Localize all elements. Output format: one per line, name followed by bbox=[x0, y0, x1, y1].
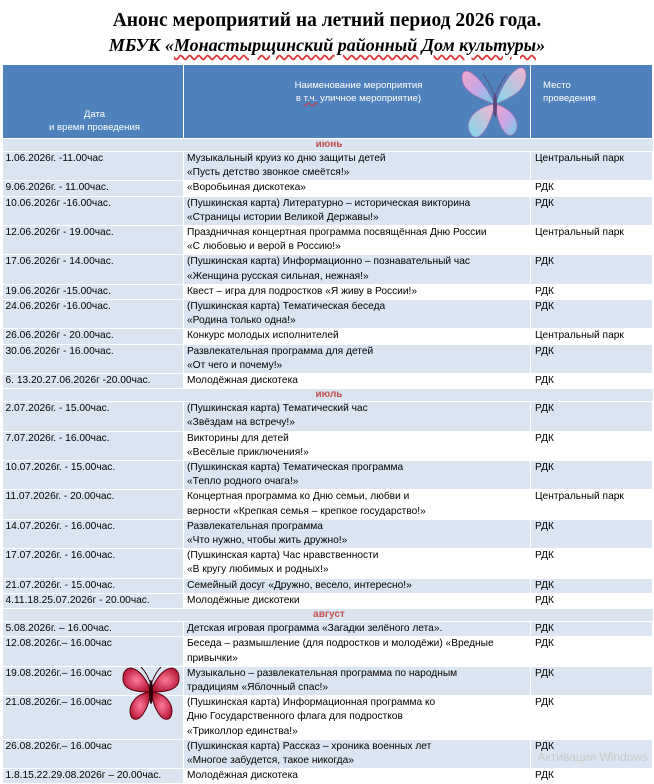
event-date: 26.08.2026г.– 16.00час bbox=[3, 739, 184, 768]
event-date: 12.06.2026г - 19.00час. bbox=[3, 226, 184, 255]
event-date: 5.08.2026г. – 16.00час. bbox=[3, 622, 184, 637]
event-date: 21.08.2026г.– 16.00час bbox=[3, 696, 184, 740]
event-date: 10.07.2026г. - 15.00час. bbox=[3, 461, 184, 490]
event-date: 1.8.15.22.29.08.2026г – 20.00час. bbox=[3, 769, 184, 784]
event-title bbox=[184, 578, 531, 593]
event-title bbox=[184, 402, 531, 431]
event-date: 24.06.2026г -16.00час. bbox=[3, 300, 184, 329]
table-row bbox=[3, 461, 653, 490]
table-row bbox=[3, 519, 653, 548]
table-row bbox=[3, 300, 653, 329]
event-place: РДК bbox=[531, 549, 653, 578]
event-place: Центральный парк bbox=[531, 226, 653, 255]
event-title-line: (Пушкинская карта) Час нравственности bbox=[187, 550, 379, 562]
table-row bbox=[3, 402, 653, 431]
event-date: 30.06.2026г - 16.00час. bbox=[3, 344, 184, 373]
event-title-line: Развлекательная программа для детей bbox=[187, 345, 374, 357]
event-date: 11.07.2026г. - 20.00час. bbox=[3, 490, 184, 519]
event-title-line: традициям «Яблочный спас!» bbox=[187, 681, 329, 693]
month-label: август bbox=[3, 609, 653, 622]
table-row bbox=[3, 593, 653, 608]
event-place: РДК bbox=[531, 593, 653, 608]
event-date: 9.06.2026г. - 11.00час. bbox=[3, 181, 184, 196]
event-place: РДК bbox=[531, 666, 653, 695]
event-title-line: «Весёлые приключения!» bbox=[187, 446, 309, 458]
event-place: РДК bbox=[531, 181, 653, 196]
event-place: РДК bbox=[531, 696, 653, 740]
event-title-line: Детская игровая программа «Загадки зелёного лета». bbox=[187, 623, 443, 635]
event-title bbox=[184, 739, 531, 768]
table-row bbox=[3, 284, 653, 299]
table-row bbox=[3, 431, 653, 460]
event-place: РДК bbox=[531, 196, 653, 225]
event-title-line: «Женщина русская сильная, нежная!» bbox=[187, 270, 369, 282]
place-header-line2: проведения bbox=[543, 93, 596, 104]
event-title-line: (Пушкинская карта) Литературно – историческая викторина bbox=[187, 197, 471, 209]
event-title-line: «Воробьиная дискотека» bbox=[187, 182, 306, 194]
event-title-line: Молодёжная дискотека bbox=[187, 375, 298, 387]
table-row bbox=[3, 152, 653, 181]
event-title bbox=[184, 226, 531, 255]
month-label: июль bbox=[3, 389, 653, 402]
date-header-line1: Дата bbox=[83, 109, 106, 120]
table-header-row bbox=[3, 65, 653, 139]
event-place: РДК bbox=[531, 461, 653, 490]
event-date: 4.11.18.25.07.2026г - 20.00час. bbox=[3, 593, 184, 608]
events-table bbox=[2, 64, 653, 784]
month-label: июнь bbox=[3, 139, 653, 152]
event-place: РДК bbox=[531, 374, 653, 389]
event-date: 17.07.2026г. - 16.00час. bbox=[3, 549, 184, 578]
event-title-line: «Звёздам на встречу!» bbox=[187, 417, 295, 429]
event-title bbox=[184, 329, 531, 344]
event-title bbox=[184, 344, 531, 373]
event-title-line: Молодёжные дискотеки bbox=[187, 594, 300, 606]
event-place: РДК bbox=[531, 578, 653, 593]
table-row bbox=[3, 196, 653, 225]
event-title-line: Концертная программа ко Дню семьи, любви и bbox=[187, 491, 410, 503]
event-place: Центральный парк bbox=[531, 490, 653, 519]
event-place: РДК bbox=[531, 255, 653, 284]
event-title-line: Молодёжная дискотека bbox=[187, 770, 298, 782]
event-title-line: «Что нужно, чтобы жить дружно!» bbox=[187, 535, 348, 547]
event-title bbox=[184, 255, 531, 284]
event-title bbox=[184, 769, 531, 784]
table-row bbox=[3, 637, 653, 666]
org-prefix: МБУК « bbox=[108, 35, 174, 55]
event-date: 7.07.2026г. - 16.00час. bbox=[3, 431, 184, 460]
windows-activation-watermark: Активация Windows bbox=[537, 750, 648, 764]
table-row bbox=[3, 255, 653, 284]
event-title bbox=[184, 593, 531, 608]
month-row bbox=[3, 609, 653, 622]
event-place: Центральный парк bbox=[531, 329, 653, 344]
event-date: 6. 13.20.27.06.2026г -20.00час. bbox=[3, 374, 184, 389]
event-title-line: (Пушкинская карта) Тематическая беседа bbox=[187, 301, 386, 313]
column-header-date bbox=[3, 65, 184, 139]
event-title-line: привычки» bbox=[187, 652, 238, 664]
event-title bbox=[184, 431, 531, 460]
event-title-line: Беседа – размышление (для подростков и молодёжи) «Вредные bbox=[187, 638, 494, 650]
place-header-line1: Место bbox=[543, 80, 571, 91]
event-title-line: Дню Государственного флага для подростков bbox=[187, 711, 403, 723]
event-place: РДК bbox=[531, 519, 653, 548]
event-title-line: Конкурс молодых исполнителей bbox=[187, 330, 339, 342]
event-title-line: Викторины для детей bbox=[187, 432, 289, 444]
name-header-line2 bbox=[187, 92, 530, 105]
event-date: 10.06.2026г -16.00час. bbox=[3, 196, 184, 225]
event-title-line: Семейный досуг «Дружно, весело, интересно!» bbox=[187, 579, 412, 591]
table-row bbox=[3, 549, 653, 578]
event-place: РДК bbox=[531, 344, 653, 373]
event-place: РДК bbox=[531, 300, 653, 329]
event-title bbox=[184, 374, 531, 389]
organization-subtitle bbox=[0, 35, 654, 56]
name-header-wavy: т.ч. bbox=[303, 93, 318, 104]
event-title-line: «Триколлор единства!» bbox=[187, 725, 298, 737]
event-title bbox=[184, 152, 531, 181]
event-place: РДК bbox=[531, 637, 653, 666]
event-title-line: «Тепло родного очага!» bbox=[187, 476, 299, 488]
event-date: 21.07.2026г. - 15.00час. bbox=[3, 578, 184, 593]
event-date: 2.07.2026г. - 15.00час. bbox=[3, 402, 184, 431]
events-body bbox=[3, 139, 653, 784]
table-row bbox=[3, 490, 653, 519]
column-header-name bbox=[184, 65, 531, 139]
event-date: 19.08.2026г.– 16.00час bbox=[3, 666, 184, 695]
event-date: 12.08.2026г.– 16.00час bbox=[3, 637, 184, 666]
event-title-line: (Пушкинская карта) Тематическая программа bbox=[187, 462, 404, 474]
event-title-line: Квест – игра для подростков «Я живу в России!» bbox=[187, 285, 418, 297]
event-title bbox=[184, 666, 531, 695]
event-title-line: (Пушкинская карта) Тематический час bbox=[187, 403, 368, 415]
table-row bbox=[3, 578, 653, 593]
event-title-line: «Многое забудется, такое никогда» bbox=[187, 754, 354, 766]
event-title bbox=[184, 300, 531, 329]
event-title bbox=[184, 637, 531, 666]
page-title: Анонс мероприятий на летний период 2026 года. bbox=[112, 10, 542, 31]
name-header-post: уличное мероприятие) bbox=[317, 93, 422, 104]
event-title bbox=[184, 549, 531, 578]
event-title-line: «С любовью и верой в Россию!» bbox=[187, 241, 341, 253]
table-row bbox=[3, 622, 653, 637]
date-header-line2: и время проведения bbox=[48, 122, 140, 133]
event-date: 26.06.2026г - 20.00час. bbox=[3, 329, 184, 344]
table-row bbox=[3, 666, 653, 695]
event-title-line: «Пусть детство звонкое смеётся!» bbox=[187, 167, 350, 179]
event-date: 14.07.2026г. - 16.00час. bbox=[3, 519, 184, 548]
event-place: Центральный парк bbox=[531, 152, 653, 181]
table-row bbox=[3, 696, 653, 740]
event-title bbox=[184, 696, 531, 740]
event-title-line: (Пушкинская карта) Рассказ – хроника военных лет bbox=[187, 740, 432, 752]
event-title bbox=[184, 461, 531, 490]
org-suffix: » bbox=[536, 35, 546, 55]
event-title-line: (Пушкинская карта) Информационно – познавательный час bbox=[187, 256, 470, 268]
month-row bbox=[3, 389, 653, 402]
event-title-line: «Страницы истории Великой Державы!» bbox=[187, 211, 379, 223]
event-place: РДК bbox=[531, 769, 653, 784]
event-title-line: «Родина только одна!» bbox=[187, 315, 296, 327]
column-header-place bbox=[531, 65, 653, 139]
name-header-line1: Наименование мероприятия bbox=[294, 80, 423, 91]
org-name: Монастырщинский районный Дом культуры bbox=[173, 35, 537, 55]
event-title bbox=[184, 490, 531, 519]
table-row bbox=[3, 374, 653, 389]
event-place: РДК bbox=[531, 431, 653, 460]
event-title-line: Музыкально – развлекательная программа по народным bbox=[187, 667, 458, 679]
event-place: РДК bbox=[531, 622, 653, 637]
event-title bbox=[184, 181, 531, 196]
event-title-line: верности «Крепкая семья – крепкое государство!» bbox=[187, 505, 426, 517]
event-date: 1.06.2026г. -11.00час bbox=[3, 152, 184, 181]
event-title bbox=[184, 622, 531, 637]
event-place: РДК bbox=[531, 739, 653, 768]
event-title-line: «В кругу любимых и родных!» bbox=[187, 564, 329, 576]
event-place: РДК bbox=[531, 402, 653, 431]
table-row bbox=[3, 769, 653, 784]
table-row bbox=[3, 181, 653, 196]
event-title bbox=[184, 519, 531, 548]
event-date: 19.06.2026г -15.00час. bbox=[3, 284, 184, 299]
event-title-line: Развлекательная программа bbox=[187, 520, 323, 532]
table-row bbox=[3, 226, 653, 255]
event-date: 17.06.2026г - 14.00час. bbox=[3, 255, 184, 284]
event-title-line: (Пушкинская карта) Информационная программа ко bbox=[187, 697, 436, 709]
event-place: РДК bbox=[531, 284, 653, 299]
event-title-line: Праздничная концертная программа посвящённая Дню России bbox=[187, 227, 487, 239]
month-row bbox=[3, 139, 653, 152]
table-row bbox=[3, 344, 653, 373]
event-title-line: «От чего и почему!» bbox=[187, 359, 283, 371]
table-row bbox=[3, 329, 653, 344]
name-header-pre: в bbox=[295, 93, 304, 104]
event-title bbox=[184, 284, 531, 299]
event-title-line: Музыкальный круиз ко дню защиты детей bbox=[187, 153, 386, 164]
event-title bbox=[184, 196, 531, 225]
